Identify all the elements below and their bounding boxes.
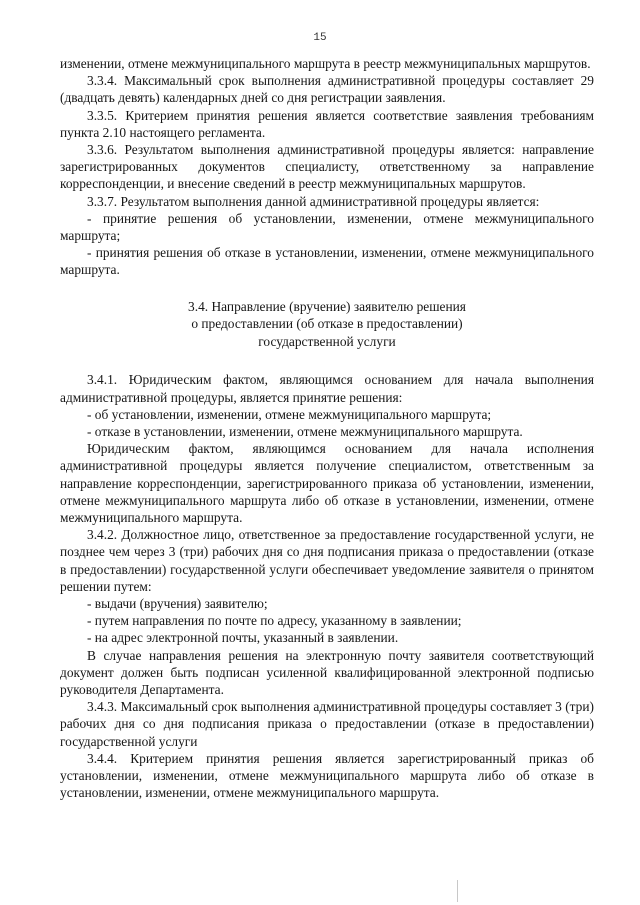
list-item: - путем направления по почте по адресу, указанному в заявлении; xyxy=(87,613,462,629)
list-item: - отказе в установлении, изменении, отмене межмуниципального маршрута. xyxy=(87,424,523,440)
heading-line: государственной услуги xyxy=(258,333,396,349)
page-number: 15 xyxy=(313,32,327,44)
paragraph-3-3-4: 3.3.4. Максимальный срок выполнения административной процедуры составляет 29 (двадцать девять) календарных дней со дня регистрации заявления. xyxy=(60,73,594,106)
list-item: - принятие решения об установлении, изменении, отмене межмуниципального маршрута; xyxy=(60,210,594,244)
paragraph: В случае направления решения на электронную почту заявителя соответствующий документ должен быть подписан усиленной квалифицированной электронной подписью руководителя Департамента. xyxy=(60,647,594,698)
document-body xyxy=(60,55,594,802)
paragraph-3-3-6: 3.3.6. Результатом выполнения административной процедуры является: направление зарегистрированных документов специалисту, ответственному за направление корреспонденции, и внесение сведений в реестр межмуниципальных маршрутов. xyxy=(60,142,594,192)
list-item: - на адрес электронной почты, указанный в заявлении. xyxy=(87,630,399,646)
paragraph-3-3-7: 3.3.7. Результатом выполнения данной административной процедуры является: xyxy=(87,193,540,209)
section-3-3-continuation xyxy=(60,55,594,279)
list-item: - выдачи (вручения) заявителю; xyxy=(87,596,268,612)
section-heading-3-4 xyxy=(60,298,594,351)
list-item: - об установлении, изменении, отмене межмуниципального маршрута; xyxy=(87,406,492,422)
list-item: - принятия решения об отказе в установлении, изменении, отмене межмуниципального маршрута. xyxy=(60,245,594,278)
paragraph-3-4-3: 3.4.3. Максимальный срок выполнения административной процедуры составляет 3 (три) рабочих дня со дня подписания приказа о предоставлении (отказе в предоставлении) государственной услуги xyxy=(60,699,594,749)
heading-line: 3.4. Направление (вручение) заявителю решения xyxy=(188,298,466,314)
paragraph: Юридическим фактом, являющимся основанием для начала исполнения административной процедуры является получение специалистом, ответственным за направление корреспонденции, зарегистрированного приказа об установлении, изменении, отмене межмуниципального маршрута либо об отказе в установлении, изменении, отмене межмуниципального маршрута. xyxy=(60,441,594,526)
heading-line: о предоставлении (об отказе в предоставлении) xyxy=(191,316,463,332)
paragraph-3-4-1: 3.4.1. Юридическим фактом, являющимся основанием для начала выполнения административной процедуры, является принятие решения: xyxy=(60,372,594,405)
paragraph: изменении, отмене межмуниципального маршрута в реестр межмуниципальных маршрутов. xyxy=(60,56,591,71)
paragraph-3-4-4: 3.4.4. Критерием принятия решения является зарегистрированный приказ об установлении, изменении, отмене межмуниципального маршрута либо об отказе в установлении, изменении, отмене межмуниципального маршрута. xyxy=(60,750,594,801)
paragraph-3-3-5: 3.3.5. Критерием принятия решения является соответствие заявления требованиям пункта 2.10 настоящего регламента. xyxy=(60,107,594,140)
paragraph-3-4-2: 3.4.2. Должностное лицо, ответственное за предоставление государственной услуги, не позднее чем через 3 (три) рабочих дня со дня подписания приказа о предоставлении (отказе в предоставлении) государственной услуги обеспечивает уведомление заявителя о принятом решении путем: xyxy=(60,527,594,594)
section-3-4-body xyxy=(60,371,594,801)
scan-artifact xyxy=(457,880,458,902)
